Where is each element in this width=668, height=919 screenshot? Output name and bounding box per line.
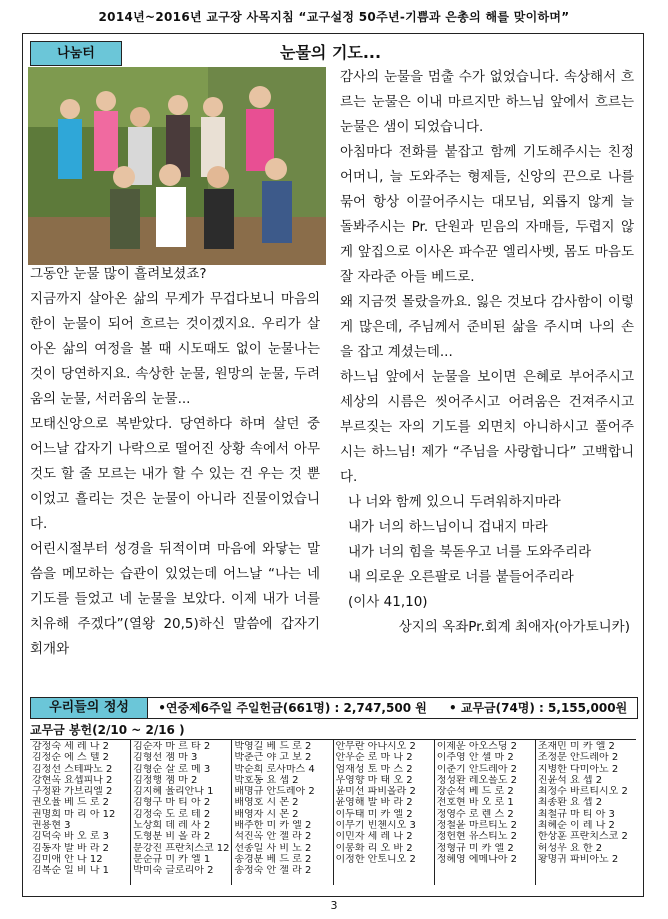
paragraph: 왜 지금껏 몰랐을까요. 잃은 것보다 감사함이 이렇게 많은데, 주님께서 준비된 삶을 주시며 나의 손을 잡고 계셨는데...: [340, 294, 634, 360]
newsletter-header: 2014년~2016년 교구장 사목지침 “교구설정 50주년-기쁨과 은총의 해를 맞이하며”: [98, 10, 570, 24]
paragraph: 어린시절부터 성경을 뒤적이며 마음에 와닿는 말씀을 메모하는 습관이 있었는데 어느날 “나는 네 기도를 들었고 네 눈물을 보았다. 이제 내가 너를 치유해 주겠다”(열왕 20,5)하신 말씀에 갑자기 회개와: [30, 541, 320, 657]
donor-entry: 구정환 가브리엘 2: [32, 786, 113, 798]
verse-line: 내가 너의 하느님이니 겁내지 마라: [348, 519, 548, 535]
paragraph: 모태신앙으로 복받았다. 당연하다 하며 살던 중 어느날 갑자기 나락으로 떨어진 상황 속에서 아무것도 할 줄 모르는 내가 할 수 있는 건 우는 것 뿐이었고 흘리는 것은 눈물이 아니라 진물이었습니다.: [30, 416, 320, 532]
group-photo-image: [28, 67, 326, 265]
group-photo: [28, 67, 326, 265]
donor-entry: 문순규 미 카 엘 1: [133, 853, 211, 865]
paragraph: 그동안 눈물 많이 흘려보셨죠?: [30, 266, 207, 282]
donor-entry: 안우순 로 마 나 2: [335, 752, 413, 764]
donor-entry: 박춘근 야 고 보 2: [234, 752, 312, 764]
donor-entry: 박호동 요 셉 2: [234, 774, 299, 786]
donor-entry: 배영자 시 몬 2: [234, 808, 299, 820]
donor-entry: 김덕숙 바 오 로 3: [32, 831, 110, 843]
donor-entry: 김정선 스테파노 2: [32, 763, 113, 775]
donor-entry: 박영길 베 드 로 2: [234, 741, 312, 752]
donor-entry: 윤영해 발 바 라 2: [335, 797, 413, 809]
donor-entry: 김동자 발 바 라 2: [32, 842, 110, 854]
sunday-collection: •연중제6주일 주일헌금(661명) : 2,747,500 원: [158, 701, 427, 715]
donor-entry: 김미애 안 나 12: [32, 853, 103, 865]
donor-entry: 문강진 프란치스코 12: [133, 842, 230, 854]
donor-entry: 김형구 마 티 아 2: [133, 797, 211, 809]
donor-entry: 윤미선 파비올라 2: [335, 786, 416, 798]
scripture-verse: [340, 490, 634, 615]
donor-entry: 김정순 에 스 텔 2: [32, 752, 110, 764]
donor-entry: 이춘기 안드레아 2: [436, 763, 518, 775]
author-signature: 상지의 옥좌Pr.회계 최애자(아가토니카): [398, 619, 630, 635]
paragraph: 지금까지 살아온 삶의 무게가 무겁다보니 마음의 한이 눈물이 되어 흐르는 것이겠지요. 우리가 살아온 삶의 여정을 볼 때 시도때도 없이 눈물나는 것이 당연하지요. 속상한 눈물, 원망의 눈물, 두려움의 눈물, 서러움의 눈물...: [30, 291, 320, 407]
donor-entry: 김지혜 율리안나 1: [133, 786, 214, 798]
donor-entry: 최정수 바르티시오 2: [537, 786, 628, 798]
right-column-text: [340, 65, 634, 640]
left-column-text: [30, 262, 320, 662]
donor-entry: 송정숙 안 젤 라 2: [234, 865, 312, 877]
donor-entry: 김형선 젬 마 3: [133, 752, 198, 764]
donor-entry: 이봉화 리 오 바 2: [335, 842, 413, 854]
donor-entry: 이두태 미 카 엘 2: [335, 808, 413, 820]
donor-entry: 정성환 레오폴도 2: [436, 774, 518, 786]
donor-entry: 이무기 빈첸시오 3: [335, 820, 416, 832]
offering-bar: [30, 697, 638, 719]
verse-line: 내가 너의 힘을 북돋우고 너를 도와주리라: [348, 544, 592, 560]
diocese-dues: • 교무금(74명) : 5,155,000원: [449, 701, 628, 715]
donor-entry: 정철윤 마르티노 2: [436, 820, 518, 832]
donor-entry: 정헌현 유스티노 2: [436, 831, 518, 843]
donor-entry: 김복순 일 비 나 1: [32, 865, 110, 877]
donor-entry: 김정숙 도 로 테 2: [133, 808, 211, 820]
paragraph: 하느님 앞에서 눈물을 보이면 은혜로 부어주시고 세상의 시름은 씻어주시고 어려움은 건져주시고 부르짖는 자의 기도를 외면치 아니하시고 풀어주시는 하느님! 제가 “주님을 사랑합니다” 고백합니다.: [340, 369, 634, 485]
donor-entry: 권용현 3: [32, 820, 71, 832]
donor-column: [131, 740, 232, 885]
donor-entry: 엄재성 토 마 스 2: [335, 763, 413, 775]
donor-entry: 이제운 아오스딩 2: [436, 741, 518, 752]
donor-entry: 김순자 마 르 타 2: [133, 741, 211, 752]
donor-entry: 배영호 시 몬 2: [234, 797, 299, 809]
donor-entry: 이주영 안 셀 마 2: [436, 752, 514, 764]
donor-entry: 한상훈 프란치스코 2: [537, 831, 628, 843]
donor-entry: 배명규 안드레아 2: [234, 786, 315, 798]
donor-entry: 지병한 다미아노 2: [537, 763, 619, 775]
donor-entry: 감정숙 세 레 나 2: [32, 741, 110, 752]
article-title: 눈물의 기도...: [280, 43, 382, 62]
donor-entry: 정영수 로 렌 스 2: [436, 808, 514, 820]
donors-title: 교무금 봉헌(2/10 ~ 2/16 ): [30, 723, 185, 737]
donor-entry: 황명귀 파비아노 2: [537, 853, 619, 865]
verse-line: 내 의로운 오른팔로 너를 붙들어주리라: [348, 569, 574, 585]
donor-entry: 이정한 안토니오 2: [335, 853, 416, 865]
donor-entry: 김형순 살 로 메 3: [133, 763, 211, 775]
donor-entry: 허성우 요 한 2: [537, 842, 603, 854]
donor-entry: 강현옥 요셉피나 2: [32, 774, 113, 786]
donor-entry: 배주한 미 카 엘 2: [234, 820, 312, 832]
verse-line: 나 너와 함께 있으니 두려워하지마라: [348, 494, 561, 510]
paragraph: 아침마다 전화를 붙잡고 함께 기도해주시는 친정어머니, 늘 도와주는 형제들, 신앙의 끈으로 나를 묶어 항상 이끌어주시는 대모님, 외롭지 않게 늘 돌봐주시는 Pr. 단원과 믿음의 자매들, 두렵지 않게 앞집으로 이사온 파수꾼 엘리사벳, 몸도 마음도 잘 자라준 아들 베드로.: [340, 144, 634, 285]
donor-entry: 석진옥 안 젤 라 2: [234, 831, 312, 843]
donor-entry: 안무란 아나시오 2: [335, 741, 416, 752]
donor-entry: 최혜순 이 레 나 2: [537, 820, 615, 832]
verse-line: (이사 41,10): [348, 594, 428, 610]
page-number: 3: [330, 899, 338, 912]
donor-entry: 도형분 비 올 라 2: [133, 831, 211, 843]
donor-entry: 권오율 베 드 로 2: [32, 797, 110, 809]
paragraph: 감사의 눈물을 멈출 수가 없었습니다. 속상해서 흐르는 눈물은 이내 마르지만 하느님 앞에서 흐르는 눈물은 샘이 되었습니다.: [340, 69, 634, 135]
donor-entry: 선종일 사 비 노 2: [234, 842, 312, 854]
offering-label: 우리들의 정성: [31, 698, 148, 718]
donor-entry: 정형규 미 카 엘 2: [436, 842, 514, 854]
donor-list: [30, 739, 636, 885]
donor-column: [435, 740, 536, 885]
donor-entry: 박미숙 글로리아 2: [133, 865, 214, 877]
donor-entry: 박순희 로사마스 4: [234, 763, 315, 775]
donor-entry: 김정행 젬 마 2: [133, 774, 198, 786]
donor-entry: 조정문 안드레아 2: [537, 752, 619, 764]
donor-entry: 노상희 데 레 사 2: [133, 820, 211, 832]
donor-entry: 전호현 바 오 로 1: [436, 797, 514, 809]
donor-column: [334, 740, 435, 885]
donor-column: [536, 740, 636, 885]
donor-entry: 조재민 미 카 엘 2: [537, 741, 615, 752]
donor-entry: 장순석 베 드 로 2: [436, 786, 514, 798]
donor-entry: 정혜영 에메나아 2: [436, 853, 518, 865]
donor-entry: 최종환 요 셉 2: [537, 797, 603, 809]
donor-entry: 우영향 마 태 오 2: [335, 774, 413, 786]
donor-entry: 이민자 세 레 나 2: [335, 831, 413, 843]
donor-column: [30, 740, 131, 885]
section-tab: 나눔터: [30, 41, 122, 66]
donor-entry: 권명희 마 리 아 12: [32, 808, 116, 820]
donor-entry: 송경분 베 드 로 2: [234, 853, 312, 865]
donor-entry: 진윤석 요 셉 2: [537, 774, 603, 786]
donor-entry: 최철규 마 티 아 3: [537, 808, 615, 820]
donor-column: [232, 740, 333, 885]
